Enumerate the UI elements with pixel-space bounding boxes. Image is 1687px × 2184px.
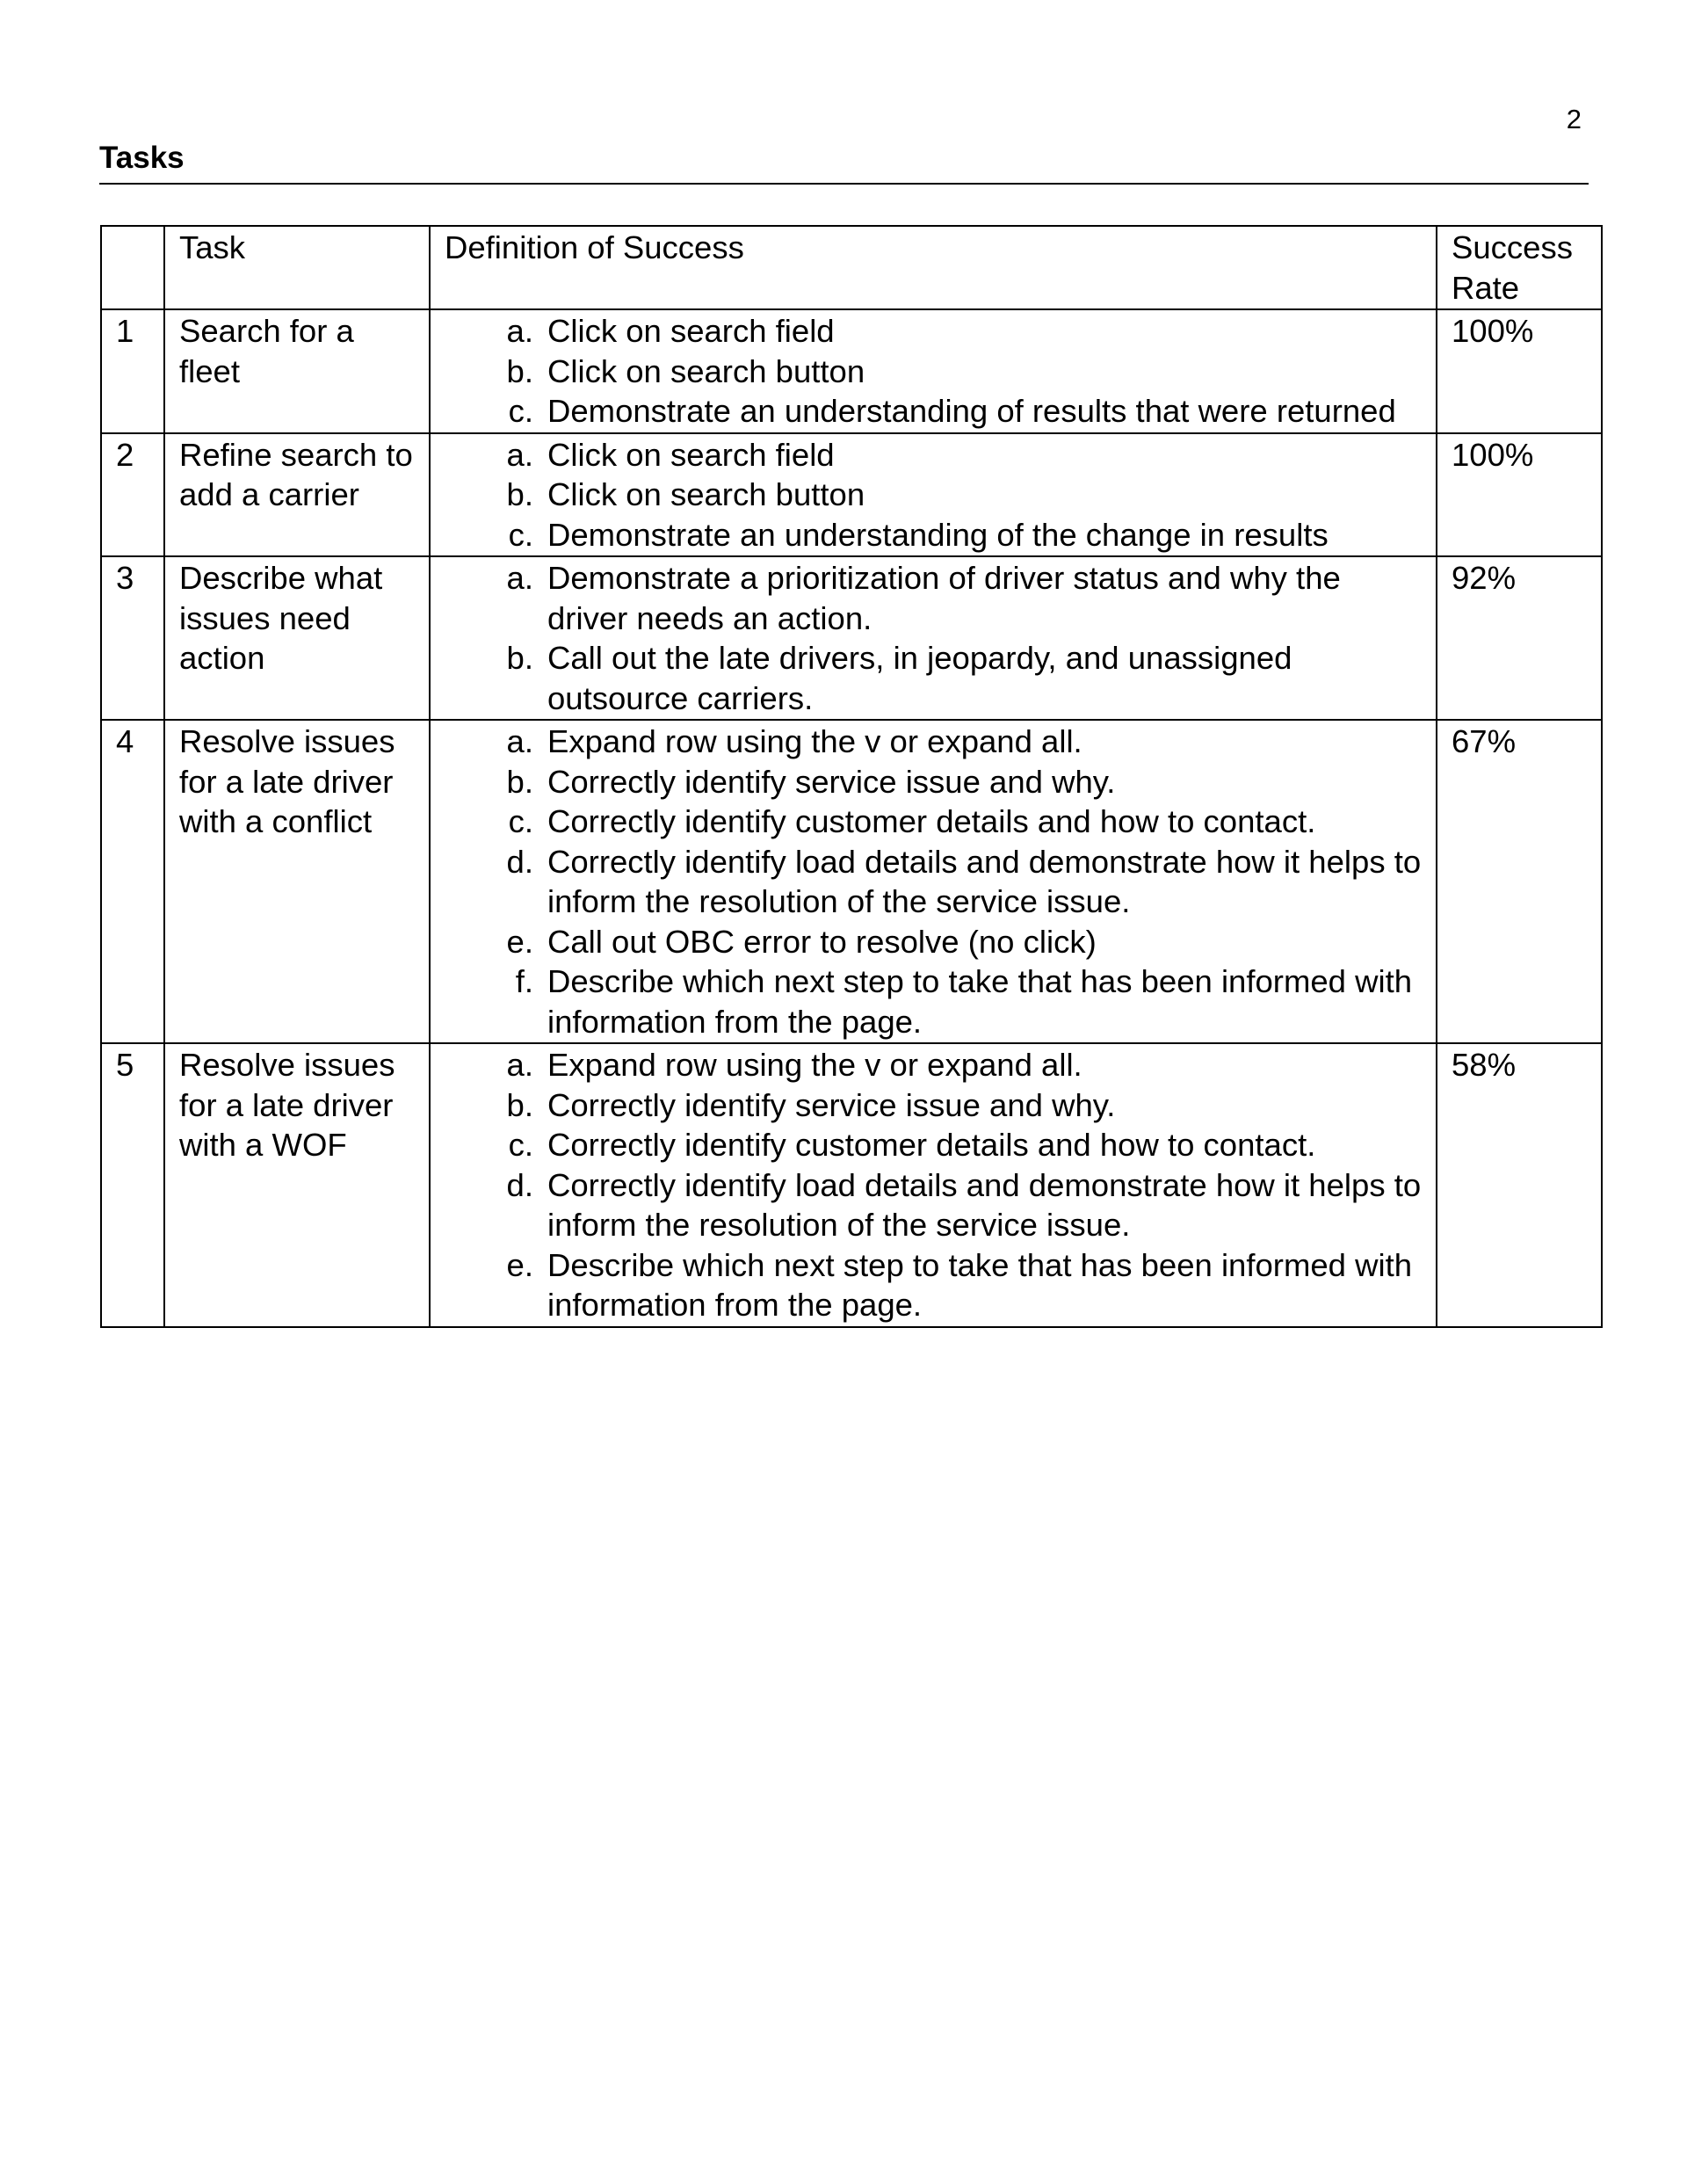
criteria-marker: c. (508, 393, 533, 429)
criteria-list (445, 311, 1423, 432)
criteria-marker: c. (508, 1127, 533, 1163)
criteria-item (506, 475, 1423, 515)
criteria-item (508, 391, 1423, 432)
definition-of-success (430, 309, 1437, 433)
header-number (101, 226, 164, 309)
criteria-marker: b. (506, 640, 533, 676)
table-body (101, 309, 1602, 1327)
criteria-text: Demonstrate an understanding of the change in results (547, 516, 1329, 553)
criteria-marker: a. (506, 723, 533, 759)
table-row (101, 720, 1602, 1043)
criteria-text: Demonstrate an understanding of results that were returned (547, 393, 1396, 429)
criteria-text: Correctly identify load details and demonstrate how it helps to inform the resolution of the service issue. (547, 843, 1422, 919)
criteria-text: Call out the late drivers, in jeopardy, and unassigned outsource carriers. (547, 640, 1292, 716)
table-row (101, 309, 1602, 433)
criteria-text: Click on search button (547, 476, 865, 512)
page-number: 2 (1566, 104, 1582, 134)
criteria-list (445, 558, 1423, 718)
criteria-marker: e. (506, 1246, 533, 1283)
success-rate: 67% (1437, 720, 1602, 1043)
header-task: Task (164, 226, 430, 309)
definition-of-success (430, 720, 1437, 1043)
criteria-item (515, 961, 1423, 1041)
criteria-marker: a. (506, 1047, 533, 1083)
task-number: 5 (101, 1043, 164, 1327)
criteria-text: Correctly identify service issue and why. (547, 1086, 1116, 1123)
criteria-item (508, 515, 1423, 555)
definition-of-success (430, 1043, 1437, 1327)
criteria-text: Call out OBC error to resolve (no click) (547, 923, 1097, 960)
section-heading: Tasks (99, 141, 185, 175)
definition-of-success (430, 433, 1437, 557)
criteria-list (445, 722, 1423, 1041)
criteria-text: Demonstrate a prioritization of driver status and why the driver needs an action. (547, 560, 1341, 636)
criteria-item (506, 1165, 1423, 1245)
criteria-text: Click on search field (547, 436, 835, 473)
criteria-item (506, 1045, 1423, 1085)
tasks-table (100, 225, 1603, 1328)
table-header-row (101, 226, 1602, 309)
criteria-item (506, 722, 1423, 762)
criteria-marker: a. (506, 313, 533, 349)
criteria-marker: f. (515, 963, 533, 999)
criteria-text: Describe which next step to take that has been informed with information from the page. (547, 963, 1413, 1040)
task-name: Resolve issues for a late driver with a WOF (164, 1043, 430, 1327)
criteria-marker: b. (506, 352, 533, 389)
heading-divider (99, 183, 1589, 185)
header-success-rate: Success Rate (1437, 226, 1602, 309)
criteria-item (506, 311, 1423, 352)
criteria-list (445, 1045, 1423, 1325)
definition-of-success (430, 556, 1437, 720)
task-name: Describe what issues need action (164, 556, 430, 720)
criteria-marker: b. (506, 763, 533, 800)
criteria-item (506, 762, 1423, 802)
criteria-marker: b. (506, 1086, 533, 1123)
criteria-marker: c. (508, 803, 533, 839)
criteria-marker: b. (506, 476, 533, 512)
criteria-list (445, 435, 1423, 555)
criteria-marker: a. (506, 436, 533, 473)
criteria-text: Click on search field (547, 313, 835, 349)
task-number: 3 (101, 556, 164, 720)
success-rate: 100% (1437, 309, 1602, 433)
task-number: 1 (101, 309, 164, 433)
criteria-text: Correctly identify customer details and how to contact. (547, 803, 1316, 839)
criteria-marker: d. (506, 843, 533, 880)
task-name: Resolve issues for a late driver with a conflict (164, 720, 430, 1043)
criteria-text: Correctly identify customer details and how to contact. (547, 1127, 1316, 1163)
criteria-item (506, 558, 1423, 638)
task-number: 4 (101, 720, 164, 1043)
criteria-item (506, 842, 1423, 922)
header-definition: Definition of Success (430, 226, 1437, 309)
criteria-item (506, 1245, 1423, 1325)
criteria-item (506, 922, 1423, 962)
table-row (101, 433, 1602, 557)
criteria-item (506, 638, 1423, 718)
criteria-text: Expand row using the v or expand all. (547, 1047, 1082, 1083)
criteria-item (508, 802, 1423, 842)
criteria-marker: a. (506, 560, 533, 596)
criteria-item (506, 435, 1423, 475)
success-rate: 58% (1437, 1043, 1602, 1327)
table-row (101, 556, 1602, 720)
criteria-text: Correctly identify load details and demonstrate how it helps to inform the resolution of the service issue. (547, 1166, 1422, 1243)
criteria-item (506, 1085, 1423, 1126)
criteria-item (508, 1125, 1423, 1165)
table-row (101, 1043, 1602, 1327)
criteria-item (506, 352, 1423, 392)
task-name: Refine search to add a carrier (164, 433, 430, 557)
criteria-text: Describe which next step to take that has been informed with information from the page. (547, 1246, 1413, 1323)
criteria-marker: c. (508, 516, 533, 553)
criteria-marker: e. (506, 923, 533, 960)
criteria-text: Correctly identify service issue and why. (547, 763, 1116, 800)
criteria-marker: d. (506, 1166, 533, 1203)
criteria-text: Expand row using the v or expand all. (547, 723, 1082, 759)
success-rate: 100% (1437, 433, 1602, 557)
task-name: Search for a fleet (164, 309, 430, 433)
task-number: 2 (101, 433, 164, 557)
criteria-text: Click on search button (547, 352, 865, 389)
success-rate: 92% (1437, 556, 1602, 720)
